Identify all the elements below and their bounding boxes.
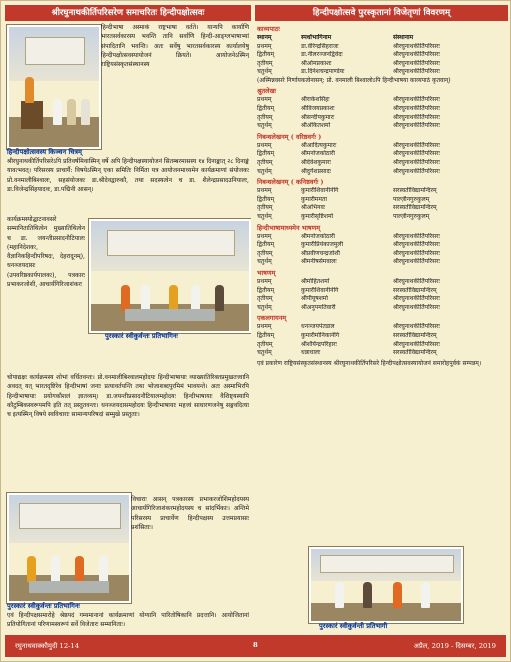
result-participant: श्रीअनुपमतिवारी	[301, 303, 336, 311]
result-institution: सरस्वतीविद्यामन्दिरम्	[393, 204, 437, 212]
result-row	[257, 68, 508, 77]
result-institution: श्रीरघुनाथकीर्तिपरिसरः	[393, 68, 440, 76]
result-position: प्रथमम्	[257, 96, 272, 104]
result-position: द्वितीयम्	[257, 150, 275, 158]
result-participant: श्रीमोहितशर्मा	[301, 277, 330, 285]
result-participant: श्रीविजयप्रकाशः	[301, 105, 335, 113]
result-participant: श्रीशौर्येन्द्रपरिहारः	[301, 340, 337, 348]
result-row	[257, 304, 508, 313]
result-institution: श्रीरघुनाथकीर्तिपरिसरः	[393, 141, 440, 149]
section-title-dictation: श्रुतलेखः	[257, 87, 277, 96]
result-institution: सरस्वतीविद्यामन्दिरम्	[393, 331, 437, 339]
result-institution: श्रीरघुनाथकीर्तिपरिसरः	[393, 249, 440, 257]
result-row	[257, 114, 508, 123]
results-section-essay-junior	[257, 187, 508, 221]
result-row	[257, 96, 508, 105]
result-position: प्रथमम्	[257, 42, 272, 50]
organising-committee-paragraph: श्रीरघुनाथकीर्तिपरिसरेऽपि प्रतिवर्षमिवास्मिन् वर्षे अपि हिन्दीपक्षस्यायोजनं सितम्बरमासस्य १४ दिनाङ्कात् २८ दिनाङ्कं यावत्भवत्। परिसरस्य प्राचार्यै: विषयेऽस्मिन् एका समितिः निर्मिता यत्र आयोजनमाध्यमेन कार्यक्रमाणां संयोजकः प्रो.वनमालीबिश्वालः, सहसंयोजकः डा.श्रीदेवद्वारुकौ, तथा सदस्यत्वेन च डा. शैलेन्द्रप्रसादउनियालः, डा.विजेन्द्रसिंहयादवः, डा.पद्मिनी आसन्।	[7, 158, 249, 193]
result-position: तृतीयम्	[257, 159, 273, 167]
result-row	[257, 323, 508, 332]
poetry-note: (अस्मिन्नवसरे निर्णायकत्वेनासन्: प्रो. वनमाली बिश्वालोऽपि हिन्दीभाषया काव्यपाठं कृतवान्)	[257, 76, 451, 84]
result-participant: कुमारीममता	[301, 195, 327, 203]
result-row	[257, 278, 508, 287]
result-row	[257, 295, 508, 304]
result-institution: श्रीरघुनाथकीर्तिपरिसरः	[393, 277, 440, 285]
header-institution: संस्थानाम	[393, 34, 414, 41]
result-row	[257, 250, 508, 259]
result-position: तृतीयम्	[257, 249, 273, 257]
result-participant: डा.नीलरञ्जनद्विवेदः	[301, 51, 343, 59]
result-row	[257, 287, 508, 296]
closing-line: एवं प्रकारेण राष्ट्रियसंस्कृतसंस्थानस्य श्रीरघुनाथकीर्तिपरिसरे हिन्दीपक्षोत्सवस्यायोजनं समारोहपूर्वकं सम्पन्नम्।	[257, 359, 482, 367]
result-institution: श्रीरघुनाथकीर्तिपरिसरः	[393, 113, 440, 121]
event-photo-1	[7, 25, 101, 149]
right-column	[257, 23, 508, 633]
result-institution: सरस्वतीविद्यामन्दिरम्	[393, 349, 437, 357]
photo-1-caption: हिन्दीपक्षोत्सवस्य किञ्चन चित्रम्	[7, 148, 82, 156]
results-section-hindi-speech	[257, 233, 508, 267]
event-photo-3	[7, 493, 131, 603]
left-banner-title: श्रीरघुनाथकीर्तिपरिसरेण समाचरितः हिन्दीपक्षोत्सवः	[5, 5, 251, 21]
result-institution: सरस्वतीविद्यामन्दिरम्	[393, 187, 437, 195]
result-position: द्वितीयम्	[257, 195, 275, 203]
header-participant: स्पर्धाभागिनाम	[301, 34, 332, 41]
result-row	[257, 168, 508, 177]
result-institution: श्रीरघुनाथकीर्तिपरिसरः	[393, 51, 440, 59]
result-position: तृतीयम्	[257, 295, 273, 303]
footer-date: अप्रैल, 2019 - दिसम्बर, 2019	[413, 642, 496, 650]
result-participant: श्रीराकेशसिंहः	[301, 96, 330, 104]
result-position: द्वितीयम्	[257, 331, 275, 339]
footer-journal: रघुनाथवाक्कौमुदी 12-14	[15, 642, 80, 650]
photo-3-caption: पुरस्कारं स्वीकुर्वन्तः प्रतिभागिनः	[7, 602, 80, 610]
result-row	[257, 204, 508, 213]
result-participant: श्रीदेवेशकुमारः	[301, 159, 331, 167]
result-participant: श्रीप्रवीणचन्द्रजोशी	[301, 249, 340, 257]
section-title-essay-junior: निबन्धलेखनम् ( कनिष्ठवर्गः )	[257, 178, 324, 187]
result-row	[257, 233, 508, 242]
result-row	[257, 105, 508, 114]
closing-views-paragraph: विचाराः आसन् पत्रकारस्य प्रभाकरजोशिमहोदयस्य आचार्यगिरिजाशंकरमहोदयस्य च सांदर्भिकाः। अन्तिमे परिसरस्य प्राचार्येण हिन्दीपक्षस्य उत्तमप्रयासाः प्रशंसिताः।	[131, 496, 249, 531]
result-row	[257, 213, 508, 222]
result-position: चतुर्थम्	[257, 303, 272, 311]
result-participant: श्रीपीयूषशर्मा	[301, 295, 328, 303]
result-participant: कुमारीसृष्टिशर्मा	[301, 213, 334, 220]
result-institution: श्रीरघुनाथकीर्तिपरिसरः	[393, 295, 440, 303]
section-title-hindi-speech: हिन्दीभाषामाध्यमेन भाषणम्	[257, 223, 321, 232]
result-row	[257, 51, 508, 60]
result-position: तृतीयम्	[257, 113, 273, 121]
result-participant: श्रीअंकितशर्मा	[301, 122, 331, 130]
result-position: चतुर्थम्	[257, 213, 272, 220]
result-row	[257, 159, 508, 168]
result-institution: श्रीरघुनाथकीर्तिपरिसरः	[393, 167, 440, 175]
result-institution: श्रीरघुनाथकीर्तिपरिसरः	[393, 122, 440, 130]
result-institution: श्रीरघुनाथकीर्तिपरिसरः	[393, 150, 440, 158]
result-institution: श्रीरघुनाथकीर्तिपरिसरः	[393, 258, 440, 266]
result-participant: श्रीमनोजकोठारी	[301, 150, 335, 158]
result-row	[257, 43, 508, 52]
photo-4-caption: पुरस्कारं स्वीकुर्वन्ती प्रतिभागी	[319, 622, 388, 630]
guests-paragraph: कार्यक्रमस्योद्घाटनावसरे सम्मानितातिथित्वेन मुख्यातिथित्वेन च डा. जयन्तीप्रसादनौटियालः (महानिदेशकः, वैज्ञानिकहिन्दीपरिषदः, देहरादूनम्), धनञ्जयदासः (उपवरिष्ठकार्यपालकः), पत्रकारः प्रभाकरजोशी, आचार्यगिरिजाशंकरः	[7, 216, 85, 289]
result-institution: श्रीरघुनाथकीर्तिपरिसरः	[393, 59, 440, 67]
result-position: प्रथमम्	[257, 277, 272, 285]
result-participant: कुमारीशिवानीनेगि	[301, 286, 339, 294]
left-column	[5, 23, 251, 633]
result-participant: कुमारीप्रियंकाजमुली	[301, 241, 344, 249]
section-title-solo-singing: एकलगायनम्	[257, 314, 287, 323]
result-position: प्रथमम्	[257, 187, 272, 195]
result-position: प्रथमम्	[257, 141, 272, 149]
result-institution: श्रीरघुनाथकीर्तिपरिसरः	[393, 241, 440, 249]
result-row	[257, 349, 508, 358]
results-section-speech	[257, 278, 508, 312]
awards-paragraph: एवं हिन्दीपक्षसमारोहे श्रेष्ठपदं गम्यमानानां कार्यक्रमाणां योग्यानि पारितोषिकानि प्रदत्तानि। आयोजितानां प्रतियोगितानां परिणामस्वरूपं सर्वे विजेतारः सम्मानिताः।	[7, 612, 249, 629]
result-participant: श्रीदुर्गेशप्रसादः	[301, 167, 331, 175]
results-section-solo-singing	[257, 323, 508, 357]
result-participant: श्रीसन्दीपकुमारः	[301, 113, 335, 121]
result-participant: धनञ्जयपंतडाल	[301, 323, 335, 331]
intro-paragraph: हिन्दीभाषा अस्माकं राष्ट्रभाषा वर्तते। यान्यपि कार्याणि भारतसर्वकारस्य भवन्ति तानि सर्वाणि हिन्दी-आङ्ग्लभाषाभ्यां संपादितानि भवन्ति। अतः सर्वेषु भारतसर्वकारस्य कार्यालयेषु हिन्दीपक्षोत्सवस्यायोजनं क्रियते। आयोजनेऽस्मिन् राष्ट्रियसंस्कृतसंस्थानस्य	[101, 24, 249, 69]
section-title-poetry: काव्यपाठः	[257, 25, 280, 33]
section-title-speech: भाषणम्	[257, 268, 276, 277]
result-institution: श्रीरघुनाथकीर्तिपरिसरः	[393, 159, 440, 167]
event-photo-4	[309, 547, 463, 623]
result-row	[257, 241, 508, 250]
speeches-paragraph: चोपाद्यक्षः कार्यक्रमस्य शोभां वर्धितवन्तः। प्रो.वनमालीबिश्वालमहोदयः हिन्दीभाषायाः व्याख्यातिरिक्तप्रमुखतत्त्वानि अवदत् यत् भारतदृष्टिरेव हिन्दीभाषां जनाः प्रत्यावर्तयन्ति तथा भोजाशब्दपुरमिमं भावयन्ते। अतः अस्माभिरपि हिन्दीभाषायाः प्रयोगकौशलं ज्ञातव्यम्। डा.जयन्तीप्रसादनौटियालमहोदयः हिन्दीभाषायाः वैशिष्ट्यस्यापि कौटुम्बिकस्वरूपमपि इति तत् प्रस्तुतवन्तः। धनञ्जयदासमहोदयः हिन्दीभाषायाः महत्त्वं साधारणजनेषु सङ्गवदित्या च इत्यस्मिन् विषये स्वविचाराः सामान्यपरिषदां सम्मुखे प्रस्तुताः।	[7, 374, 249, 419]
right-banner-title: हिन्दीपक्षोत्सवे पुरस्कृतानां विजेतृणां विवरणम्	[255, 5, 508, 21]
result-institution: श्रीरघुनाथकीर्तिपरिसरः	[393, 42, 440, 50]
result-row	[257, 60, 508, 69]
result-participant: डा.दिनेशचन्द्रपाण्डेयः	[301, 68, 345, 76]
result-row	[257, 150, 508, 159]
result-position: प्रथमम्	[257, 323, 272, 331]
result-position: चतुर्थम्	[257, 349, 272, 357]
result-institution: पाल्ज़ीनगुरुकुलम्	[393, 195, 430, 203]
event-photo-2	[89, 219, 251, 333]
result-participant: श्रीओमप्रकाशः	[301, 59, 332, 67]
result-participant: कुमारीशिवानीनेगि	[301, 187, 339, 195]
footer-page-number: 8	[253, 641, 258, 649]
result-position: तृतीयम्	[257, 59, 273, 67]
results-section-dictation	[257, 96, 508, 130]
result-position: द्वितीयम्	[257, 105, 275, 113]
result-institution: पाल्ज़ीनगुरुकुलम्	[393, 213, 430, 220]
result-row	[257, 196, 508, 205]
result-row	[257, 341, 508, 350]
result-participant: श्रीआदित्यकुमारः	[301, 141, 337, 149]
result-row	[257, 122, 508, 131]
result-row	[257, 332, 508, 341]
result-position: चतुर्थम्	[257, 122, 272, 130]
result-institution: सरस्वतीविद्यामन्दिरम्	[393, 286, 437, 294]
results-table-header	[257, 34, 508, 43]
result-position: द्वितीयम्	[257, 286, 275, 294]
result-institution: श्रीरघुनाथकीर्तिपरिसरः	[393, 340, 440, 348]
result-institution: श्रीरघुनाथकीर्तिपरिसरः	[393, 323, 440, 331]
result-participant: श्रीमनोजकोठारी	[301, 232, 335, 240]
result-position: तृतीयम्	[257, 204, 273, 212]
result-participant: धन्नाधालः	[301, 349, 321, 357]
result-position: प्रथमम्	[257, 232, 272, 240]
photo-2-caption: पुरस्कारं स्वीकुर्वन्तः प्रतिभागिनः	[105, 332, 178, 340]
result-row	[257, 258, 508, 267]
results-section-essay-senior	[257, 142, 508, 176]
result-row	[257, 187, 508, 196]
result-institution: श्रीरघुनाथकीर्तिपरिसरः	[393, 96, 440, 104]
result-institution: श्रीरघुनाथकीर्तिपरिसरः	[393, 232, 440, 240]
header-position: स्थानम्	[257, 34, 272, 41]
result-participant: श्रीअभिनवः	[301, 204, 326, 212]
result-position: द्वितीयम्	[257, 51, 275, 59]
result-participant: डा.वीरेन्द्रसिंहराजः	[301, 42, 339, 50]
result-participant: श्रीमनीषसेमवालः	[301, 258, 337, 266]
results-section-poetry	[257, 43, 508, 77]
result-position: चतुर्थम्	[257, 258, 272, 266]
result-institution: श्रीरघुनाथकीर्तिपरिसरः	[393, 303, 440, 311]
page-footer	[5, 635, 506, 657]
result-position: तृतीयम्	[257, 340, 273, 348]
result-participant: कुमारीमोनिकानेगि	[301, 331, 340, 339]
result-position: चतुर्थम्	[257, 68, 272, 76]
result-position: चतुर्थम्	[257, 167, 272, 175]
section-title-essay-senior: निबन्धलेखनम् ( वरिष्ठवर्गः )	[257, 132, 322, 141]
result-row	[257, 142, 508, 151]
result-position: द्वितीयम्	[257, 241, 275, 249]
result-institution: श्रीरघुनाथकीर्तिपरिसरः	[393, 105, 440, 113]
